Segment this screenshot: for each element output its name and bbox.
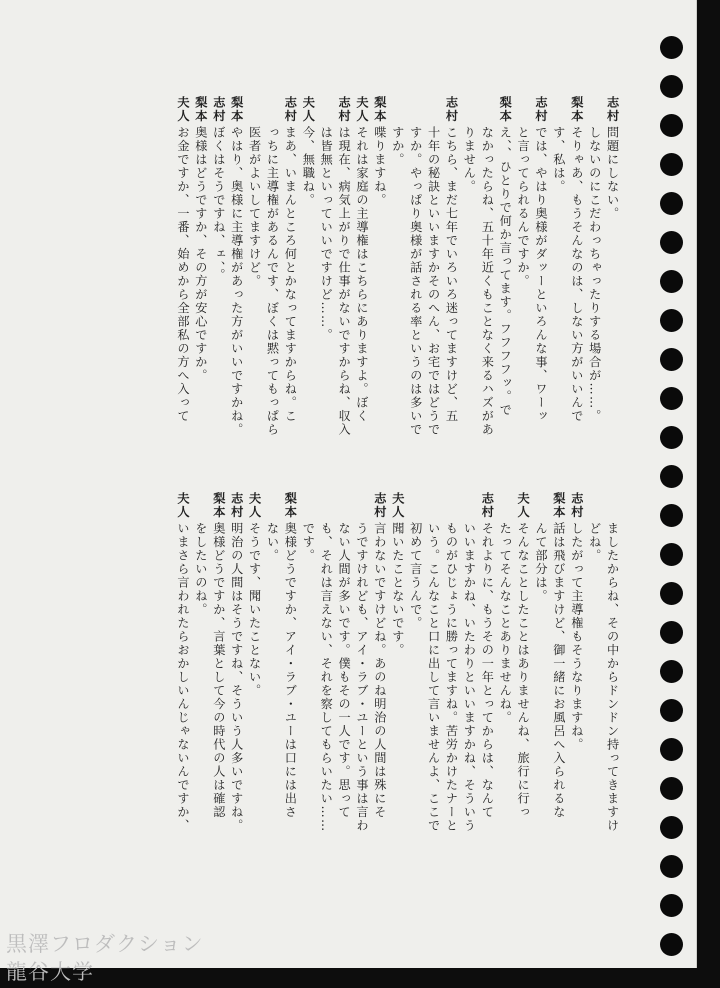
dialogue-line: こちら、まだ七年でいろいろ迷ってますけど、五 — [444, 126, 459, 423]
speaker-name: 志村 — [337, 96, 352, 123]
dialogue-line: 問題にしない。 — [605, 126, 620, 221]
binder-hole — [660, 933, 683, 956]
binder-hole — [660, 894, 683, 917]
binder-hole — [660, 75, 683, 98]
binder-hole — [660, 582, 683, 605]
binder-hole — [660, 309, 683, 332]
dialogue-line: ない人間が多いです。僕もその一人です。思って — [337, 522, 352, 819]
dialogue-line: 今、無職ね。 — [301, 126, 316, 207]
binder-hole — [660, 114, 683, 137]
speaker-name: 夫人 — [247, 492, 262, 519]
dialogue-line: すか。 — [390, 126, 405, 167]
binder-hole — [660, 504, 683, 527]
dialogue-line: です。 — [301, 522, 316, 563]
binder-hole — [660, 387, 683, 410]
binder-hole — [660, 231, 683, 254]
dialogue-line: りません。 — [462, 126, 477, 194]
dialogue-line: 言わないですけどね。あのね明治の人間は殊にそ — [372, 522, 387, 819]
binder-hole — [660, 153, 683, 176]
speaker-name: 梨本 — [283, 492, 298, 519]
binder-hole — [660, 660, 683, 683]
speaker-name: 梨本 — [569, 96, 584, 123]
dialogue-line: 奥様どうですか、言葉として今の時代の人は確認 — [211, 522, 226, 819]
dialogue-line: やはり、奥様に主導権があった方がいいですかね。 — [229, 126, 244, 437]
binder-hole — [660, 192, 683, 215]
speaker-name: 志村 — [534, 96, 548, 123]
dialogue-line: いまさら言われたらおかしいんじゃないんですか、 — [176, 522, 190, 833]
dialogue-line: と言ってられるんですか。 — [516, 126, 531, 288]
dialogue-line: たってそんなことありませんね。 — [498, 522, 513, 725]
dialogue-line: いいますかね、いたわりといいますかね、そういう — [462, 522, 477, 833]
dialogue-line: は皆無といっていいですけど……。 — [319, 126, 334, 342]
speaker-name: 夫人 — [355, 96, 369, 123]
dialogue-line: 医者がよいしてますけど。 — [247, 126, 262, 288]
binder-hole — [660, 543, 683, 566]
dialogue-line: ない。 — [265, 522, 280, 563]
binder-hole — [660, 348, 683, 371]
dialogue-line: す、私は。 — [551, 126, 566, 194]
dialogue-line: ましたからね、その中からドンドン持ってきますけ — [605, 522, 620, 833]
dialogue-line: そんなことしたことはありませんね、旅行に行っ — [516, 522, 531, 819]
binder-hole — [660, 738, 683, 761]
dialogue-line: 話は飛びますけど、御一緒にお風呂へ入られるな — [551, 522, 566, 819]
speaker-name: 志村 — [229, 492, 244, 519]
dialogue-line: ものがひじょうに勝ってますね。苦労かけたナーと — [444, 522, 459, 833]
speaker-name: 夫人 — [301, 96, 316, 123]
binder-holes — [660, 36, 684, 968]
dialogue-line: お金ですか、一番、始めから全部私の方へ入って — [176, 126, 190, 423]
dialogue-line: は現在、病気上がりで仕事がないですからね、収入 — [337, 126, 352, 437]
speaker-name: 梨本 — [498, 96, 513, 123]
dialogue-line: まあ、いまんところ何とかなってますからね。こ — [283, 126, 298, 423]
speaker-name: 梨本 — [372, 96, 387, 123]
dialogue-line: どね。 — [587, 522, 602, 563]
dialogue-line: それは家庭の主導権はこちらにありますよ。ぼく — [355, 126, 369, 423]
dialogue-line: したがって主導権もそうなりますね。 — [569, 522, 584, 752]
dialogue-line: ぼくはそうですね、ェ、。 — [211, 126, 226, 282]
dialogue-line: え、、ひとりで何か言ってます。フフフフッ。で — [498, 126, 513, 417]
speaker-name: 夫人 — [390, 492, 405, 519]
dialogue-line: いう。こんなこと口に出して言いませんよ、ここで — [426, 522, 441, 833]
binder-hole — [660, 36, 683, 59]
dialogue-line: も、それは言えない、それを察してもらいたい…… — [319, 522, 334, 833]
dialogue-line: 奥様どうですか、アイ・ラブ・ユーは口には出さ — [283, 522, 298, 819]
binder-hole — [660, 465, 683, 488]
dialogue-line: すか。やっぱり奥様が話される率というのは多いで — [408, 126, 423, 437]
binder-hole — [660, 816, 683, 839]
binder-hole — [660, 270, 683, 293]
binder-hole — [660, 777, 683, 800]
dialogue-line: そりゃあ、もうそんなのは、しない方がいいんで — [569, 126, 584, 423]
dialogue-line: 明治の人間はそうですね、そういう人多いですね。 — [229, 522, 244, 833]
dialogue-line: なかったらね、五十年近くもことなく来るハズがあ — [480, 126, 495, 437]
binder-hole — [660, 621, 683, 644]
dialogue-line: 初めて言うんで。 — [408, 522, 423, 630]
dialogue-line: 喋りますね。 — [372, 126, 387, 207]
speaker-name: 志村 — [605, 96, 620, 123]
binder-hole — [660, 699, 683, 722]
speaker-name: 夫人 — [176, 96, 190, 123]
speaker-name: 志村 — [372, 492, 387, 519]
speaker-name: 梨本 — [193, 96, 208, 123]
speaker-name: 志村 — [444, 96, 459, 123]
speaker-name: 梨本 — [229, 96, 244, 123]
speaker-name: 志村 — [480, 492, 495, 519]
dialogue-line: 聞いたことないです。 — [390, 522, 405, 657]
binder-hole — [660, 426, 683, 449]
dialogue-line: んて部分は。 — [534, 522, 548, 603]
dialogue-line: っちに主導権があるんです、ぼくは黙ってもっぱら — [265, 126, 280, 437]
dialogue-line: 奥様はどうですか、その方が安心ですか。 — [193, 126, 208, 383]
watermark-line2: 龍谷大学 — [6, 960, 94, 984]
binder-hole — [660, 855, 683, 878]
speaker-name: 志村 — [569, 492, 584, 519]
speaker-name: 梨本 — [211, 492, 226, 519]
dialogue-line: うですけれども、アイ・ラブ・ユーという事は言わ — [355, 522, 369, 833]
speaker-name: 梨本 — [551, 492, 566, 519]
watermark-line1: 黒澤フロダクション — [6, 932, 204, 956]
speaker-name: 志村 — [211, 96, 226, 123]
speaker-name: 夫人 — [516, 492, 531, 519]
dialogue-line: そうです、聞いたことない。 — [247, 522, 262, 698]
dialogue-line: では、やはり奥様がダッーといろんな事、ワーッ — [534, 126, 548, 423]
dialogue-line: しないのにこだわっちゃったりする場合が……。 — [587, 126, 602, 423]
dialogue-line: それよりに、もうその一年とってからは、なんて — [480, 522, 495, 819]
dialogue-line: 十年の秘訣といいますかそのへん、お宅ではどうで — [426, 126, 441, 437]
speaker-name: 志村 — [283, 96, 298, 123]
speaker-name: 夫人 — [176, 492, 190, 519]
dialogue-line: をしたいのね。 — [193, 522, 208, 617]
